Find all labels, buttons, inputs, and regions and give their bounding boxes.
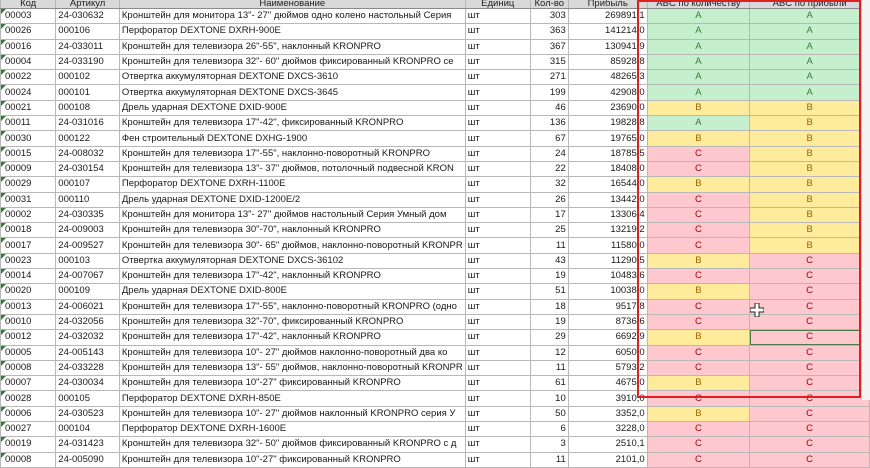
cell-profit[interactable]: 3910,0 bbox=[568, 391, 647, 406]
cell-profit[interactable]: 269891,1 bbox=[568, 9, 647, 24]
cell-abc-profit[interactable]: A bbox=[750, 39, 870, 54]
cell-abc-qty[interactable]: B bbox=[647, 177, 750, 192]
cell-abc-qty[interactable]: B bbox=[647, 100, 750, 115]
cell-abc-profit[interactable]: C bbox=[750, 330, 870, 345]
table-row bbox=[1, 452, 870, 467]
cell-name[interactable]: Кронштейн для телевизора 10"-27" фиксированный KRONPRO bbox=[119, 452, 465, 467]
cell-name[interactable]: Кронштейн для телевизора 17"-55", наклонно-поворотный KRONPRO bbox=[119, 146, 465, 161]
cell-name[interactable]: Кронштейн для телевизора 32"-70", фиксированный KRONPRO bbox=[119, 314, 465, 329]
cell-qty[interactable]: 303 bbox=[530, 9, 568, 24]
cell-code[interactable]: 00029 bbox=[1, 177, 56, 192]
cell-name[interactable]: Отвертка аккумуляторная DEXTONE DXCS-3645 bbox=[119, 85, 465, 100]
cell-abc-qty[interactable]: B bbox=[647, 376, 750, 391]
cell-code[interactable]: 00028 bbox=[1, 391, 56, 406]
cell-abc-qty[interactable]: C bbox=[647, 192, 750, 207]
cell-abc-profit[interactable]: B bbox=[750, 207, 870, 222]
cell-qty[interactable]: 315 bbox=[530, 54, 568, 69]
cell-qty[interactable]: 43 bbox=[530, 253, 568, 268]
cell-profit[interactable]: 6692,9 bbox=[568, 330, 647, 345]
cell-code[interactable]: 00012 bbox=[1, 330, 56, 345]
cell-qty[interactable]: 22 bbox=[530, 161, 568, 176]
cell-qty[interactable]: 11 bbox=[530, 360, 568, 375]
cell-abc-profit[interactable]: C bbox=[750, 452, 870, 467]
cell-name[interactable]: Кронштейн для телевизора 26"-55", наклонный KRONPRO bbox=[119, 39, 465, 54]
table-row bbox=[1, 437, 870, 452]
cell-abc-profit[interactable]: A bbox=[750, 54, 870, 69]
cell-qty[interactable]: 67 bbox=[530, 131, 568, 146]
table-row bbox=[1, 345, 870, 360]
cell-name[interactable]: Кронштейн для монитора 13"- 27" дюймов настольный Серия Умный дом bbox=[119, 207, 465, 222]
cell-code[interactable]: 00016 bbox=[1, 39, 56, 54]
cell-abc-profit[interactable]: A bbox=[750, 85, 870, 100]
cell-article[interactable]: 24-005090 bbox=[56, 452, 120, 467]
cell-name[interactable]: Кронштейн для телевизора 17"-42", наклонный KRONPRO bbox=[119, 330, 465, 345]
cell-unit[interactable]: шт bbox=[465, 161, 530, 176]
cell-unit[interactable]: шт bbox=[465, 39, 530, 54]
cell-abc-profit[interactable]: B bbox=[750, 146, 870, 161]
cell-qty[interactable]: 24 bbox=[530, 146, 568, 161]
header-qty[interactable]: Кол-во bbox=[530, 0, 568, 9]
cell-code[interactable]: 00003 bbox=[1, 9, 56, 24]
cell-abc-qty[interactable]: A bbox=[647, 39, 750, 54]
cell-article[interactable]: 24-030154 bbox=[56, 161, 120, 176]
cell-profit[interactable]: 3228,0 bbox=[568, 422, 647, 437]
table-row bbox=[1, 207, 870, 222]
cell-name[interactable]: Дрель ударная DEXTONE DXID-800E bbox=[119, 284, 465, 299]
cell-article[interactable]: 24-008032 bbox=[56, 146, 120, 161]
table-row bbox=[1, 238, 870, 253]
cell-abc-profit[interactable]: B bbox=[750, 238, 870, 253]
header-article[interactable]: Артикул bbox=[56, 0, 120, 9]
cell-profit[interactable]: 18408,0 bbox=[568, 161, 647, 176]
table-row bbox=[1, 100, 870, 115]
table-row bbox=[1, 70, 870, 85]
cell-profit[interactable]: 19765,0 bbox=[568, 131, 647, 146]
cell-name[interactable]: Кронштейн для телевизора 30"- 65" дюймов, наклонно-поворотный KRONPR bbox=[119, 238, 465, 253]
table-row bbox=[1, 9, 870, 24]
cell-profit[interactable]: 141214,0 bbox=[568, 24, 647, 39]
cell-article[interactable]: 24-030632 bbox=[56, 9, 120, 24]
cell-abc-profit[interactable]: C bbox=[750, 391, 870, 406]
cell-abc-profit[interactable]: C bbox=[750, 284, 870, 299]
cell-abc-profit[interactable]: C bbox=[750, 269, 870, 284]
table-row bbox=[1, 223, 870, 238]
cell-unit[interactable]: шт bbox=[465, 314, 530, 329]
cell-article[interactable]: 000110 bbox=[56, 192, 120, 207]
table-row bbox=[1, 146, 870, 161]
cell-abc-profit[interactable]: B bbox=[750, 223, 870, 238]
table-row bbox=[1, 131, 870, 146]
cell-abc-profit[interactable]: C bbox=[750, 360, 870, 375]
cell-profit[interactable]: 18785,5 bbox=[568, 146, 647, 161]
cell-name[interactable]: Отвертка аккумуляторная DEXTONE DXCS-3610 bbox=[119, 70, 465, 85]
cell-code[interactable]: 00006 bbox=[1, 406, 56, 421]
cell-article[interactable]: 24-030034 bbox=[56, 376, 120, 391]
cell-abc-profit[interactable]: C bbox=[750, 422, 870, 437]
cell-unit[interactable]: шт bbox=[465, 207, 530, 222]
cell-article[interactable]: 000109 bbox=[56, 284, 120, 299]
cell-unit[interactable]: шт bbox=[465, 100, 530, 115]
cell-unit[interactable]: шт bbox=[465, 146, 530, 161]
cell-cursor-cross-icon bbox=[750, 303, 764, 317]
cell-article[interactable]: 24-032032 bbox=[56, 330, 120, 345]
cell-code[interactable]: 00013 bbox=[1, 299, 56, 314]
cell-unit[interactable]: шт bbox=[465, 9, 530, 24]
cell-code[interactable]: 00020 bbox=[1, 284, 56, 299]
table-row bbox=[1, 406, 870, 421]
cell-code[interactable]: 00014 bbox=[1, 269, 56, 284]
cell-abc-qty[interactable]: A bbox=[647, 116, 750, 131]
cell-unit[interactable]: шт bbox=[465, 116, 530, 131]
cell-qty[interactable]: 26 bbox=[530, 192, 568, 207]
cell-abc-qty[interactable]: A bbox=[647, 54, 750, 69]
cell-article[interactable]: 24-032056 bbox=[56, 314, 120, 329]
cell-profit[interactable]: 5793,2 bbox=[568, 360, 647, 375]
cell-abc-profit[interactable]: B bbox=[750, 177, 870, 192]
cell-qty[interactable]: 136 bbox=[530, 116, 568, 131]
cell-abc-qty[interactable]: C bbox=[647, 391, 750, 406]
cell-code[interactable]: 00008 bbox=[1, 452, 56, 467]
cell-profit[interactable]: 11580,0 bbox=[568, 238, 647, 253]
cell-name[interactable]: Кронштейн для телевизора 10"- 27" дюймов наклонный KRONPRO серия У bbox=[119, 406, 465, 421]
cell-abc-qty[interactable]: B bbox=[647, 330, 750, 345]
cell-code[interactable]: 00022 bbox=[1, 70, 56, 85]
cell-profit[interactable]: 4675,0 bbox=[568, 376, 647, 391]
cell-article[interactable]: 000102 bbox=[56, 70, 120, 85]
cell-unit[interactable]: шт bbox=[465, 330, 530, 345]
cell-profit[interactable]: 6050,0 bbox=[568, 345, 647, 360]
cell-article[interactable]: 24-030335 bbox=[56, 207, 120, 222]
cell-abc-profit[interactable]: A bbox=[750, 24, 870, 39]
cell-article[interactable]: 24-033011 bbox=[56, 39, 120, 54]
cell-profit[interactable]: 130941,9 bbox=[568, 39, 647, 54]
cell-qty[interactable]: 29 bbox=[530, 330, 568, 345]
cell-unit[interactable]: шт bbox=[465, 253, 530, 268]
cell-name[interactable]: Дрель ударная DEXTONE DXID-1200E/2 bbox=[119, 192, 465, 207]
cell-qty[interactable]: 6 bbox=[530, 422, 568, 437]
table-row bbox=[1, 284, 870, 299]
cell-unit[interactable]: шт bbox=[465, 192, 530, 207]
cell-qty[interactable]: 50 bbox=[530, 406, 568, 421]
header-name[interactable]: Наименование bbox=[119, 0, 465, 9]
cell-abc-profit[interactable]: C bbox=[750, 253, 870, 268]
cell-name[interactable]: Отвертка аккумуляторная DEXTONE DXCS-36102 bbox=[119, 253, 465, 268]
cell-unit[interactable]: шт bbox=[465, 422, 530, 437]
cell-article[interactable]: 24-031423 bbox=[56, 437, 120, 452]
cell-profit[interactable]: 13306,4 bbox=[568, 207, 647, 222]
cell-qty[interactable]: 18 bbox=[530, 299, 568, 314]
cell-qty[interactable]: 12 bbox=[530, 345, 568, 360]
cell-unit[interactable]: шт bbox=[465, 223, 530, 238]
cell-code[interactable]: 00027 bbox=[1, 422, 56, 437]
cell-abc-profit[interactable]: C bbox=[750, 406, 870, 421]
cell-article[interactable]: 24-033228 bbox=[56, 360, 120, 375]
cell-qty[interactable]: 25 bbox=[530, 223, 568, 238]
table-row bbox=[1, 192, 870, 207]
cell-article[interactable]: 24-030523 bbox=[56, 406, 120, 421]
cell-abc-qty[interactable]: C bbox=[647, 223, 750, 238]
table-row bbox=[1, 24, 870, 39]
cell-article[interactable]: 000122 bbox=[56, 131, 120, 146]
cell-name[interactable]: Кронштейн для телевизора 17"-42", фиксированный KRONPRO bbox=[119, 116, 465, 131]
cell-abc-qty[interactable]: C bbox=[647, 146, 750, 161]
cell-unit[interactable]: шт bbox=[465, 406, 530, 421]
cell-abc-qty[interactable]: B bbox=[647, 131, 750, 146]
cell-article[interactable]: 000106 bbox=[56, 24, 120, 39]
cell-abc-qty[interactable]: A bbox=[647, 85, 750, 100]
cell-abc-qty[interactable]: C bbox=[647, 299, 750, 314]
cell-qty[interactable]: 363 bbox=[530, 24, 568, 39]
cell-article[interactable]: 24-009527 bbox=[56, 238, 120, 253]
table-row bbox=[1, 330, 870, 345]
cell-code[interactable]: 00023 bbox=[1, 253, 56, 268]
table-row bbox=[1, 391, 870, 406]
cell-code[interactable]: 00024 bbox=[1, 85, 56, 100]
cell-name[interactable]: Дрель ударная DEXTONE DXID-900E bbox=[119, 100, 465, 115]
cell-unit[interactable]: шт bbox=[465, 452, 530, 467]
cell-name[interactable]: Кронштейн для телевизора 30"-70", наклонный KRONPRO bbox=[119, 223, 465, 238]
cell-article[interactable]: 000103 bbox=[56, 253, 120, 268]
cell-abc-qty[interactable]: C bbox=[647, 345, 750, 360]
cell-code[interactable]: 00002 bbox=[1, 207, 56, 222]
cell-unit[interactable]: шт bbox=[465, 437, 530, 452]
cell-code[interactable]: 00019 bbox=[1, 437, 56, 452]
cell-code[interactable]: 00015 bbox=[1, 146, 56, 161]
cell-article[interactable]: 24-009003 bbox=[56, 223, 120, 238]
cell-abc-profit[interactable]: C bbox=[750, 437, 870, 452]
cell-article[interactable]: 24-033190 bbox=[56, 54, 120, 69]
table-row bbox=[1, 116, 870, 131]
cell-article[interactable]: 24-007067 bbox=[56, 269, 120, 284]
cell-profit[interactable]: 19828,8 bbox=[568, 116, 647, 131]
cell-unit[interactable]: шт bbox=[465, 391, 530, 406]
cell-name[interactable]: Фен строительный DEXTONE DXHG-1900 bbox=[119, 131, 465, 146]
cell-name[interactable]: Перфоратор DEXTONE DXRH-850E bbox=[119, 391, 465, 406]
cell-code[interactable]: 00018 bbox=[1, 223, 56, 238]
cell-qty[interactable]: 3 bbox=[530, 437, 568, 452]
table-row bbox=[1, 54, 870, 69]
cell-unit[interactable]: шт bbox=[465, 360, 530, 375]
cell-profit[interactable]: 48265,3 bbox=[568, 70, 647, 85]
header-profit[interactable]: Прибыль bbox=[568, 0, 647, 9]
header-unit[interactable]: Единиц bbox=[465, 0, 530, 9]
cell-unit[interactable]: шт bbox=[465, 376, 530, 391]
cell-unit[interactable]: шт bbox=[465, 345, 530, 360]
table-row bbox=[1, 39, 870, 54]
header-abc-profit[interactable]: ABC по прибыли bbox=[750, 0, 870, 9]
cell-abc-profit[interactable]: B bbox=[750, 161, 870, 176]
cell-article[interactable]: 000104 bbox=[56, 422, 120, 437]
cell-profit[interactable]: 9517,8 bbox=[568, 299, 647, 314]
header-row bbox=[1, 0, 870, 9]
cell-qty[interactable]: 199 bbox=[530, 85, 568, 100]
table-row bbox=[1, 360, 870, 375]
header-code[interactable]: Код bbox=[1, 0, 56, 9]
cell-abc-profit[interactable]: C bbox=[750, 345, 870, 360]
cell-profit[interactable]: 8736,6 bbox=[568, 314, 647, 329]
cell-abc-profit[interactable]: B bbox=[750, 131, 870, 146]
cell-code[interactable]: 00011 bbox=[1, 116, 56, 131]
table-row bbox=[1, 177, 870, 192]
cell-code[interactable]: 00009 bbox=[1, 161, 56, 176]
cell-name[interactable]: Кронштейн для телевизора 10"- 27" дюймов наклонно-поворотный два ко bbox=[119, 345, 465, 360]
cell-profit[interactable]: 10038,0 bbox=[568, 284, 647, 299]
cell-abc-qty[interactable]: C bbox=[647, 422, 750, 437]
cell-qty[interactable]: 61 bbox=[530, 376, 568, 391]
cell-unit[interactable]: шт bbox=[465, 54, 530, 69]
cell-unit[interactable]: шт bbox=[465, 70, 530, 85]
cell-name[interactable]: Кронштейн для телевизора 17"-42", наклонный KRONPRO bbox=[119, 269, 465, 284]
cell-abc-qty[interactable]: B bbox=[647, 406, 750, 421]
cell-abc-qty[interactable]: C bbox=[647, 360, 750, 375]
table-row bbox=[1, 85, 870, 100]
cell-profit[interactable]: 2510,1 bbox=[568, 437, 647, 452]
cell-abc-qty[interactable]: C bbox=[647, 207, 750, 222]
cell-name[interactable]: Кронштейн для телевизора 32"- 50" дюймов фиксированный KRONPRO с д bbox=[119, 437, 465, 452]
cell-name[interactable]: Кронштейн для телевизора 32"- 60" дюймов фиксированный KRONPRO се bbox=[119, 54, 465, 69]
cell-abc-qty[interactable]: C bbox=[647, 161, 750, 176]
cell-code[interactable]: 00010 bbox=[1, 314, 56, 329]
cell-abc-profit[interactable]: B bbox=[750, 192, 870, 207]
cell-qty[interactable]: 367 bbox=[530, 39, 568, 54]
cell-abc-profit[interactable]: A bbox=[750, 9, 870, 24]
cell-article[interactable]: 24-031016 bbox=[56, 116, 120, 131]
cell-qty[interactable]: 19 bbox=[530, 314, 568, 329]
cell-profit[interactable]: 10483,6 bbox=[568, 269, 647, 284]
cell-profit[interactable]: 23690,0 bbox=[568, 100, 647, 115]
cell-code[interactable]: 00005 bbox=[1, 345, 56, 360]
table-row bbox=[1, 161, 870, 176]
table-row bbox=[1, 253, 870, 268]
cell-abc-profit[interactable]: B bbox=[750, 116, 870, 131]
table-row bbox=[1, 422, 870, 437]
cell-name[interactable]: Перфоратор DEXTONE DXRH-1100E bbox=[119, 177, 465, 192]
cell-article[interactable]: 000105 bbox=[56, 391, 120, 406]
cell-abc-profit[interactable]: C bbox=[750, 314, 870, 329]
header-abc-qty[interactable]: ABC по количеству bbox=[647, 0, 750, 9]
cell-name[interactable]: Кронштейн для телевизора 13"- 37" дюймов, потолочный подвесной KRON bbox=[119, 161, 465, 176]
cell-code[interactable]: 00017 bbox=[1, 238, 56, 253]
cell-abc-profit[interactable]: C bbox=[750, 376, 870, 391]
cell-abc-profit[interactable]: C bbox=[750, 299, 870, 314]
cell-name[interactable]: Перфоратор DEXTONE DXRH-900E bbox=[119, 24, 465, 39]
cell-profit[interactable]: 11290,5 bbox=[568, 253, 647, 268]
cell-abc-qty[interactable]: C bbox=[647, 437, 750, 452]
cell-name[interactable]: Кронштейн для телевизора 10"-27" фиксированный KRONPRO bbox=[119, 376, 465, 391]
cell-profit[interactable]: 13219,2 bbox=[568, 223, 647, 238]
cell-article[interactable]: 000108 bbox=[56, 100, 120, 115]
cell-qty[interactable]: 17 bbox=[530, 207, 568, 222]
cell-profit[interactable]: 2101,0 bbox=[568, 452, 647, 467]
cell-code[interactable]: 00007 bbox=[1, 376, 56, 391]
cell-profit[interactable]: 16544,0 bbox=[568, 177, 647, 192]
cell-unit[interactable]: шт bbox=[465, 177, 530, 192]
cell-qty[interactable]: 32 bbox=[530, 177, 568, 192]
cell-article[interactable]: 000101 bbox=[56, 85, 120, 100]
cell-profit[interactable]: 42908,0 bbox=[568, 85, 647, 100]
cell-unit[interactable]: шт bbox=[465, 238, 530, 253]
cell-abc-qty[interactable]: C bbox=[647, 314, 750, 329]
cell-name[interactable]: Кронштейн для телевизора 13"- 55" дюймов, наклонно-поворотный KRONPR bbox=[119, 360, 465, 375]
table-row bbox=[1, 376, 870, 391]
cell-name[interactable]: Перфоратор DEXTONE DXRH-1600E bbox=[119, 422, 465, 437]
cell-unit[interactable]: шт bbox=[465, 299, 530, 314]
cell-unit[interactable]: шт bbox=[465, 269, 530, 284]
cell-profit[interactable]: 13442,0 bbox=[568, 192, 647, 207]
table-row bbox=[1, 269, 870, 284]
next-column-edge bbox=[861, 0, 870, 400]
cell-abc-profit[interactable]: A bbox=[750, 70, 870, 85]
cell-abc-qty[interactable]: A bbox=[647, 24, 750, 39]
cell-code[interactable]: 00008 bbox=[1, 360, 56, 375]
cell-code[interactable]: 00030 bbox=[1, 131, 56, 146]
cell-unit[interactable]: шт bbox=[465, 24, 530, 39]
cell-abc-qty[interactable]: A bbox=[647, 9, 750, 24]
cell-unit[interactable]: шт bbox=[465, 85, 530, 100]
cell-abc-qty[interactable]: B bbox=[647, 284, 750, 299]
cell-abc-qty[interactable]: B bbox=[647, 253, 750, 268]
cell-name[interactable]: Кронштейн для телевизора 17"-55", наклонно-поворотный KRONPRO (одно bbox=[119, 299, 465, 314]
cell-unit[interactable]: шт bbox=[465, 131, 530, 146]
cell-code[interactable]: 00021 bbox=[1, 100, 56, 115]
cell-qty[interactable]: 271 bbox=[530, 70, 568, 85]
cell-article[interactable]: 24-005143 bbox=[56, 345, 120, 360]
cell-abc-qty[interactable]: C bbox=[647, 452, 750, 467]
table-row bbox=[1, 299, 870, 314]
cell-code[interactable]: 00026 bbox=[1, 24, 56, 39]
cell-qty[interactable]: 10 bbox=[530, 391, 568, 406]
cell-abc-qty[interactable]: C bbox=[647, 238, 750, 253]
cell-code[interactable]: 00004 bbox=[1, 54, 56, 69]
cell-article[interactable]: 24-006021 bbox=[56, 299, 120, 314]
cell-name[interactable]: Кронштейн для монитора 13"- 27" дюймов одно колено настольный Серия bbox=[119, 9, 465, 24]
cell-qty[interactable]: 19 bbox=[530, 269, 568, 284]
cell-qty[interactable]: 11 bbox=[530, 238, 568, 253]
cell-abc-qty[interactable]: C bbox=[647, 269, 750, 284]
cell-qty[interactable]: 46 bbox=[530, 100, 568, 115]
cell-unit[interactable]: шт bbox=[465, 284, 530, 299]
cell-qty[interactable]: 51 bbox=[530, 284, 568, 299]
table-body bbox=[1, 9, 870, 468]
cell-abc-profit[interactable]: B bbox=[750, 100, 870, 115]
cell-profit[interactable]: 85928,8 bbox=[568, 54, 647, 69]
cell-profit[interactable]: 3352,0 bbox=[568, 406, 647, 421]
cell-qty[interactable]: 11 bbox=[530, 452, 568, 467]
cell-code[interactable]: 00031 bbox=[1, 192, 56, 207]
table-row bbox=[1, 314, 870, 329]
cell-abc-qty[interactable]: A bbox=[647, 70, 750, 85]
cell-article[interactable]: 000107 bbox=[56, 177, 120, 192]
